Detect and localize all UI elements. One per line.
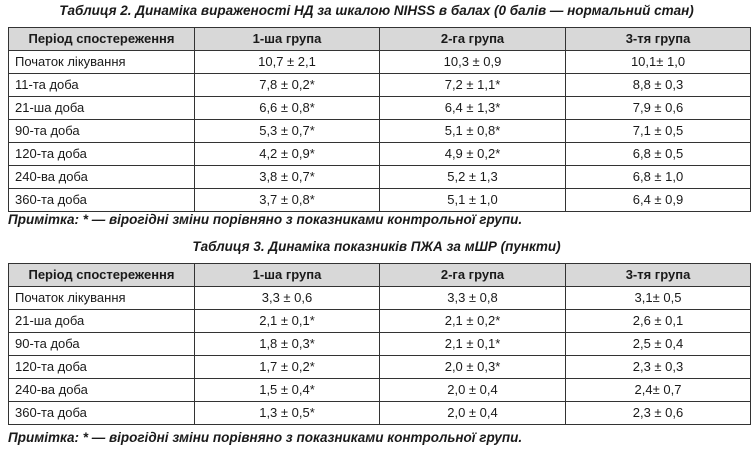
group-1-value-cell: 7,8 ± 0,2*	[195, 74, 380, 97]
period-cell: 240-ва доба	[9, 379, 195, 402]
group-1-value-cell: 10,7 ± 2,1	[195, 51, 380, 74]
column-header-period: Період спостереження	[9, 28, 195, 51]
table-row	[9, 97, 751, 120]
group-2-value-cell: 2,0 ± 0,4	[380, 379, 566, 402]
group-3-value-cell: 8,8 ± 0,3	[566, 74, 751, 97]
table-header-row	[9, 264, 751, 287]
group-3-value-cell: 6,8 ± 1,0	[566, 166, 751, 189]
group-3-value-cell: 3,1± 0,5	[566, 287, 751, 310]
group-1-value-cell: 1,7 ± 0,2*	[195, 356, 380, 379]
table-row	[9, 379, 751, 402]
group-3-value-cell: 2,5 ± 0,4	[566, 333, 751, 356]
group-1-value-cell: 2,1 ± 0,1*	[195, 310, 380, 333]
column-header-group-3: 3-тя група	[566, 28, 751, 51]
column-header-period: Період спостереження	[9, 264, 195, 287]
group-3-value-cell: 2,3 ± 0,3	[566, 356, 751, 379]
group-3-value-cell: 2,4± 0,7	[566, 379, 751, 402]
group-2-value-cell: 5,2 ± 1,3	[380, 166, 566, 189]
period-cell: 120-та доба	[9, 143, 195, 166]
period-cell: 90-та доба	[9, 120, 195, 143]
table-row	[9, 402, 751, 425]
group-2-value-cell: 4,9 ± 0,2*	[380, 143, 566, 166]
period-cell: 11-та доба	[9, 74, 195, 97]
group-2-value-cell: 7,2 ± 1,1*	[380, 74, 566, 97]
group-2-value-cell: 5,1 ± 0,8*	[380, 120, 566, 143]
group-2-value-cell: 5,1 ± 1,0	[380, 189, 566, 212]
group-3-value-cell: 6,8 ± 0,5	[566, 143, 751, 166]
group-2-value-cell: 2,0 ± 0,3*	[380, 356, 566, 379]
group-1-value-cell: 3,3 ± 0,6	[195, 287, 380, 310]
table-row	[9, 189, 751, 212]
table-row	[9, 333, 751, 356]
table-row	[9, 51, 751, 74]
period-cell: 360-та доба	[9, 402, 195, 425]
group-2-value-cell: 10,3 ± 0,9	[380, 51, 566, 74]
table-row	[9, 74, 751, 97]
period-cell: 240-ва доба	[9, 166, 195, 189]
group-1-value-cell: 4,2 ± 0,9*	[195, 143, 380, 166]
period-cell: 120-та доба	[9, 356, 195, 379]
table-row	[9, 166, 751, 189]
period-cell: 21-ша доба	[9, 310, 195, 333]
group-3-value-cell: 7,1 ± 0,5	[566, 120, 751, 143]
period-cell: 90-та доба	[9, 333, 195, 356]
group-2-value-cell: 3,3 ± 0,8	[380, 287, 566, 310]
group-3-value-cell: 2,6 ± 0,1	[566, 310, 751, 333]
period-cell: 360-та доба	[9, 189, 195, 212]
group-3-value-cell: 10,1± 1,0	[566, 51, 751, 74]
period-cell: Початок лікування	[9, 287, 195, 310]
column-header-group-2: 2-га група	[380, 264, 566, 287]
column-header-group-2: 2-га група	[380, 28, 566, 51]
column-header-group-1: 1-ша група	[195, 264, 380, 287]
group-1-value-cell: 5,3 ± 0,7*	[195, 120, 380, 143]
table3-note: Примітка: * — вірогідні зміни порівняно з показниками контрольної групи.	[8, 430, 523, 445]
group-1-value-cell: 1,3 ± 0,5*	[195, 402, 380, 425]
group-1-value-cell: 3,8 ± 0,7*	[195, 166, 380, 189]
table2-caption: Таблиця 2. Динаміка вираженості НД за шкалою NIHSS в балах (0 балів — нормальний стан)	[59, 3, 694, 18]
table-row	[9, 287, 751, 310]
table-header-row	[9, 28, 751, 51]
group-1-value-cell: 3,7 ± 0,8*	[195, 189, 380, 212]
period-cell: Початок лікування	[9, 51, 195, 74]
msr-table	[8, 263, 751, 425]
group-1-value-cell: 1,5 ± 0,4*	[195, 379, 380, 402]
column-header-group-1: 1-ша група	[195, 28, 380, 51]
group-3-value-cell: 7,9 ± 0,6	[566, 97, 751, 120]
group-1-value-cell: 6,6 ± 0,8*	[195, 97, 380, 120]
column-header-group-3: 3-тя група	[566, 264, 751, 287]
group-2-value-cell: 2,1 ± 0,1*	[380, 333, 566, 356]
table-row	[9, 356, 751, 379]
group-3-value-cell: 2,3 ± 0,6	[566, 402, 751, 425]
period-cell: 21-ша доба	[9, 97, 195, 120]
group-2-value-cell: 6,4 ± 1,3*	[380, 97, 566, 120]
table-row	[9, 310, 751, 333]
table3-caption: Таблиця 3. Динаміка показників ПЖА за мШР (пункти)	[192, 239, 561, 254]
table-row	[9, 120, 751, 143]
group-2-value-cell: 2,0 ± 0,4	[380, 402, 566, 425]
table-row	[9, 143, 751, 166]
group-2-value-cell: 2,1 ± 0,2*	[380, 310, 566, 333]
nihss-table	[8, 27, 751, 212]
group-1-value-cell: 1,8 ± 0,3*	[195, 333, 380, 356]
group-3-value-cell: 6,4 ± 0,9	[566, 189, 751, 212]
table2-note: Примітка: * — вірогідні зміни порівняно з показниками контрольної групи.	[8, 212, 523, 227]
